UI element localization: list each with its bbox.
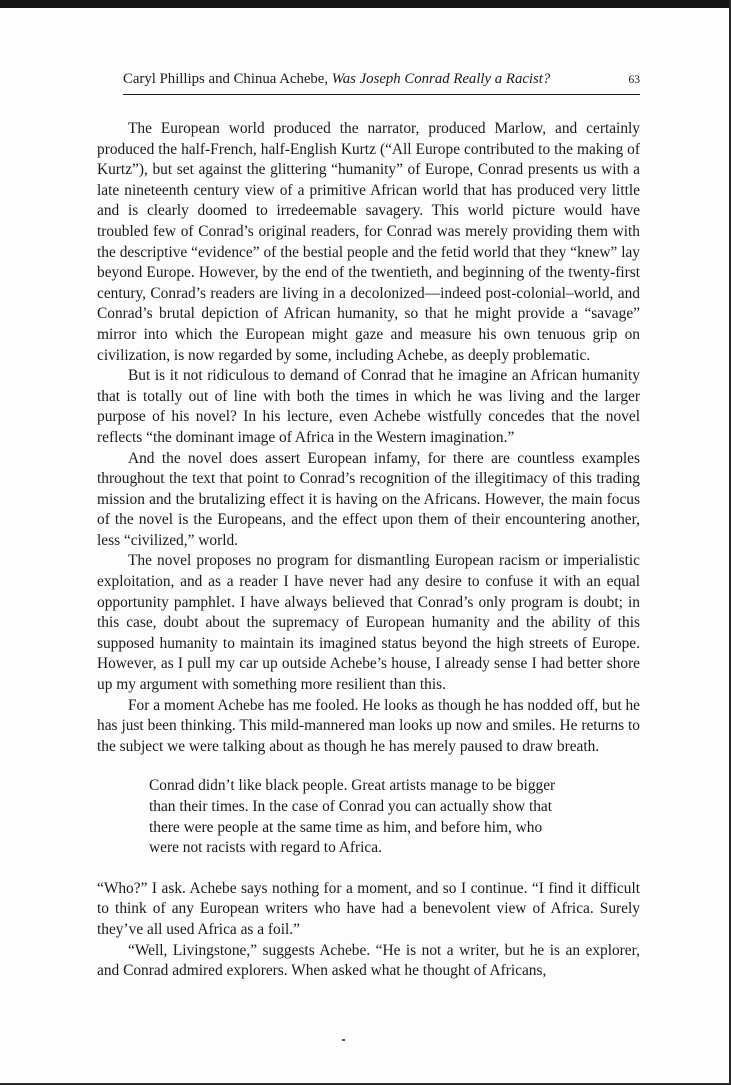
paragraph: The European world produced the narrator, produced Marlow, and certainly produced the half-French, half-English Kurtz (“All Europe contributed to the making of Kurtz”), but set against the glittering “humanity” of Europe, Conrad presents us with a late nineteenth century view of a primitive African world that has produced very little and is clearly doomed to irredeemable savagery. This world picture would have troubled few of Conrad’s original readers, for Conrad was merely providing them with the descriptive “evidence” of the bestial people and the fetid world that they “knew” lay beyond Europe. However, by the end of the twentieth, and beginning of the twenty-first century, Conrad’s readers are living in a decolonized—indeed post-colonial–world, and Conrad’s brutal depiction of African humanity, so that he might provide a “savage” mirror into which the European might gaze and measure his own tenuous grip on civilization, is now regarded by some, including Achebe, as deeply problematic. (97, 120, 640, 364)
header-authors: Caryl Phillips and Chinua Achebe, (123, 71, 332, 87)
quote-line: there were people at the same time as him, and before him, who (149, 818, 543, 836)
quote-line: than their times. In the case of Conrad you can actually show that (149, 798, 553, 815)
paragraph: “Who?” I ask. Achebe says nothing for a moment, and so I continue. “I find it difficult to think of any European writers who have had a benevolent view of Africa. Surely they’ve all used Africa as a foil.” (97, 879, 640, 938)
header-rule (123, 94, 640, 95)
running-header (123, 68, 640, 92)
body-text (97, 119, 640, 982)
paragraph: “Well, Livingstone,” suggests Achebe. “He is not a writer, but he is an explorer, and Conrad admired explorers. When asked what he thought of Africans, (97, 941, 640, 980)
quote-line: were not racists with regard to Africa. (149, 839, 382, 857)
scan-edge-top (0, 0, 731, 8)
header-title: Was Joseph Conrad Really a Racist? (331, 71, 551, 87)
paragraph: And the novel does assert European infamy, for there are countless examples throughout the text that point to Conrad’s recognition of the illegitimacy of this trading mission and the brutalizing effect it is having on the Africans. However, the main focus of the novel is the Europeans, and the effect upon them of their encountering another, less “civilized,” world. (97, 449, 640, 549)
block-quote (149, 776, 588, 858)
page-number: 63 (628, 74, 640, 86)
paragraph: For a moment Achebe has me fooled. He looks as though he has nodded off, but he has just been thinking. This mild-mannered man looks up now and smiles. He returns to the subject we were talking about as though he has merely paused to draw breath. (97, 696, 640, 755)
scan-speck (342, 1039, 345, 1041)
paragraph: The novel proposes no program for dismantling European racism or imperialistic exploitation, and as a reader I have never had any desire to confuse it with an equal opportunity pamphlet. I have always believed that Conrad’s only program is doubt; in this case, doubt about the supremacy of European humanity and the ability of this supposed humanity to maintain its imagined status beyond the high streets of Europe. However, as I pull my car up outside Achebe’s house, I already sense I had better shore up my argument with something more resilient than this. (97, 552, 640, 694)
paragraph: But is it not ridiculous to demand of Conrad that he imagine an African humanity that is totally out of line with both the times in which he was living and the larger purpose of his novel? In his lecture, even Achebe wistfully concedes that the novel reflects “the dominant image of Africa in the Western imagination.” (97, 367, 640, 446)
quote-line: Conrad didn’t like black people. Great artists manage to be bigger (149, 777, 556, 795)
